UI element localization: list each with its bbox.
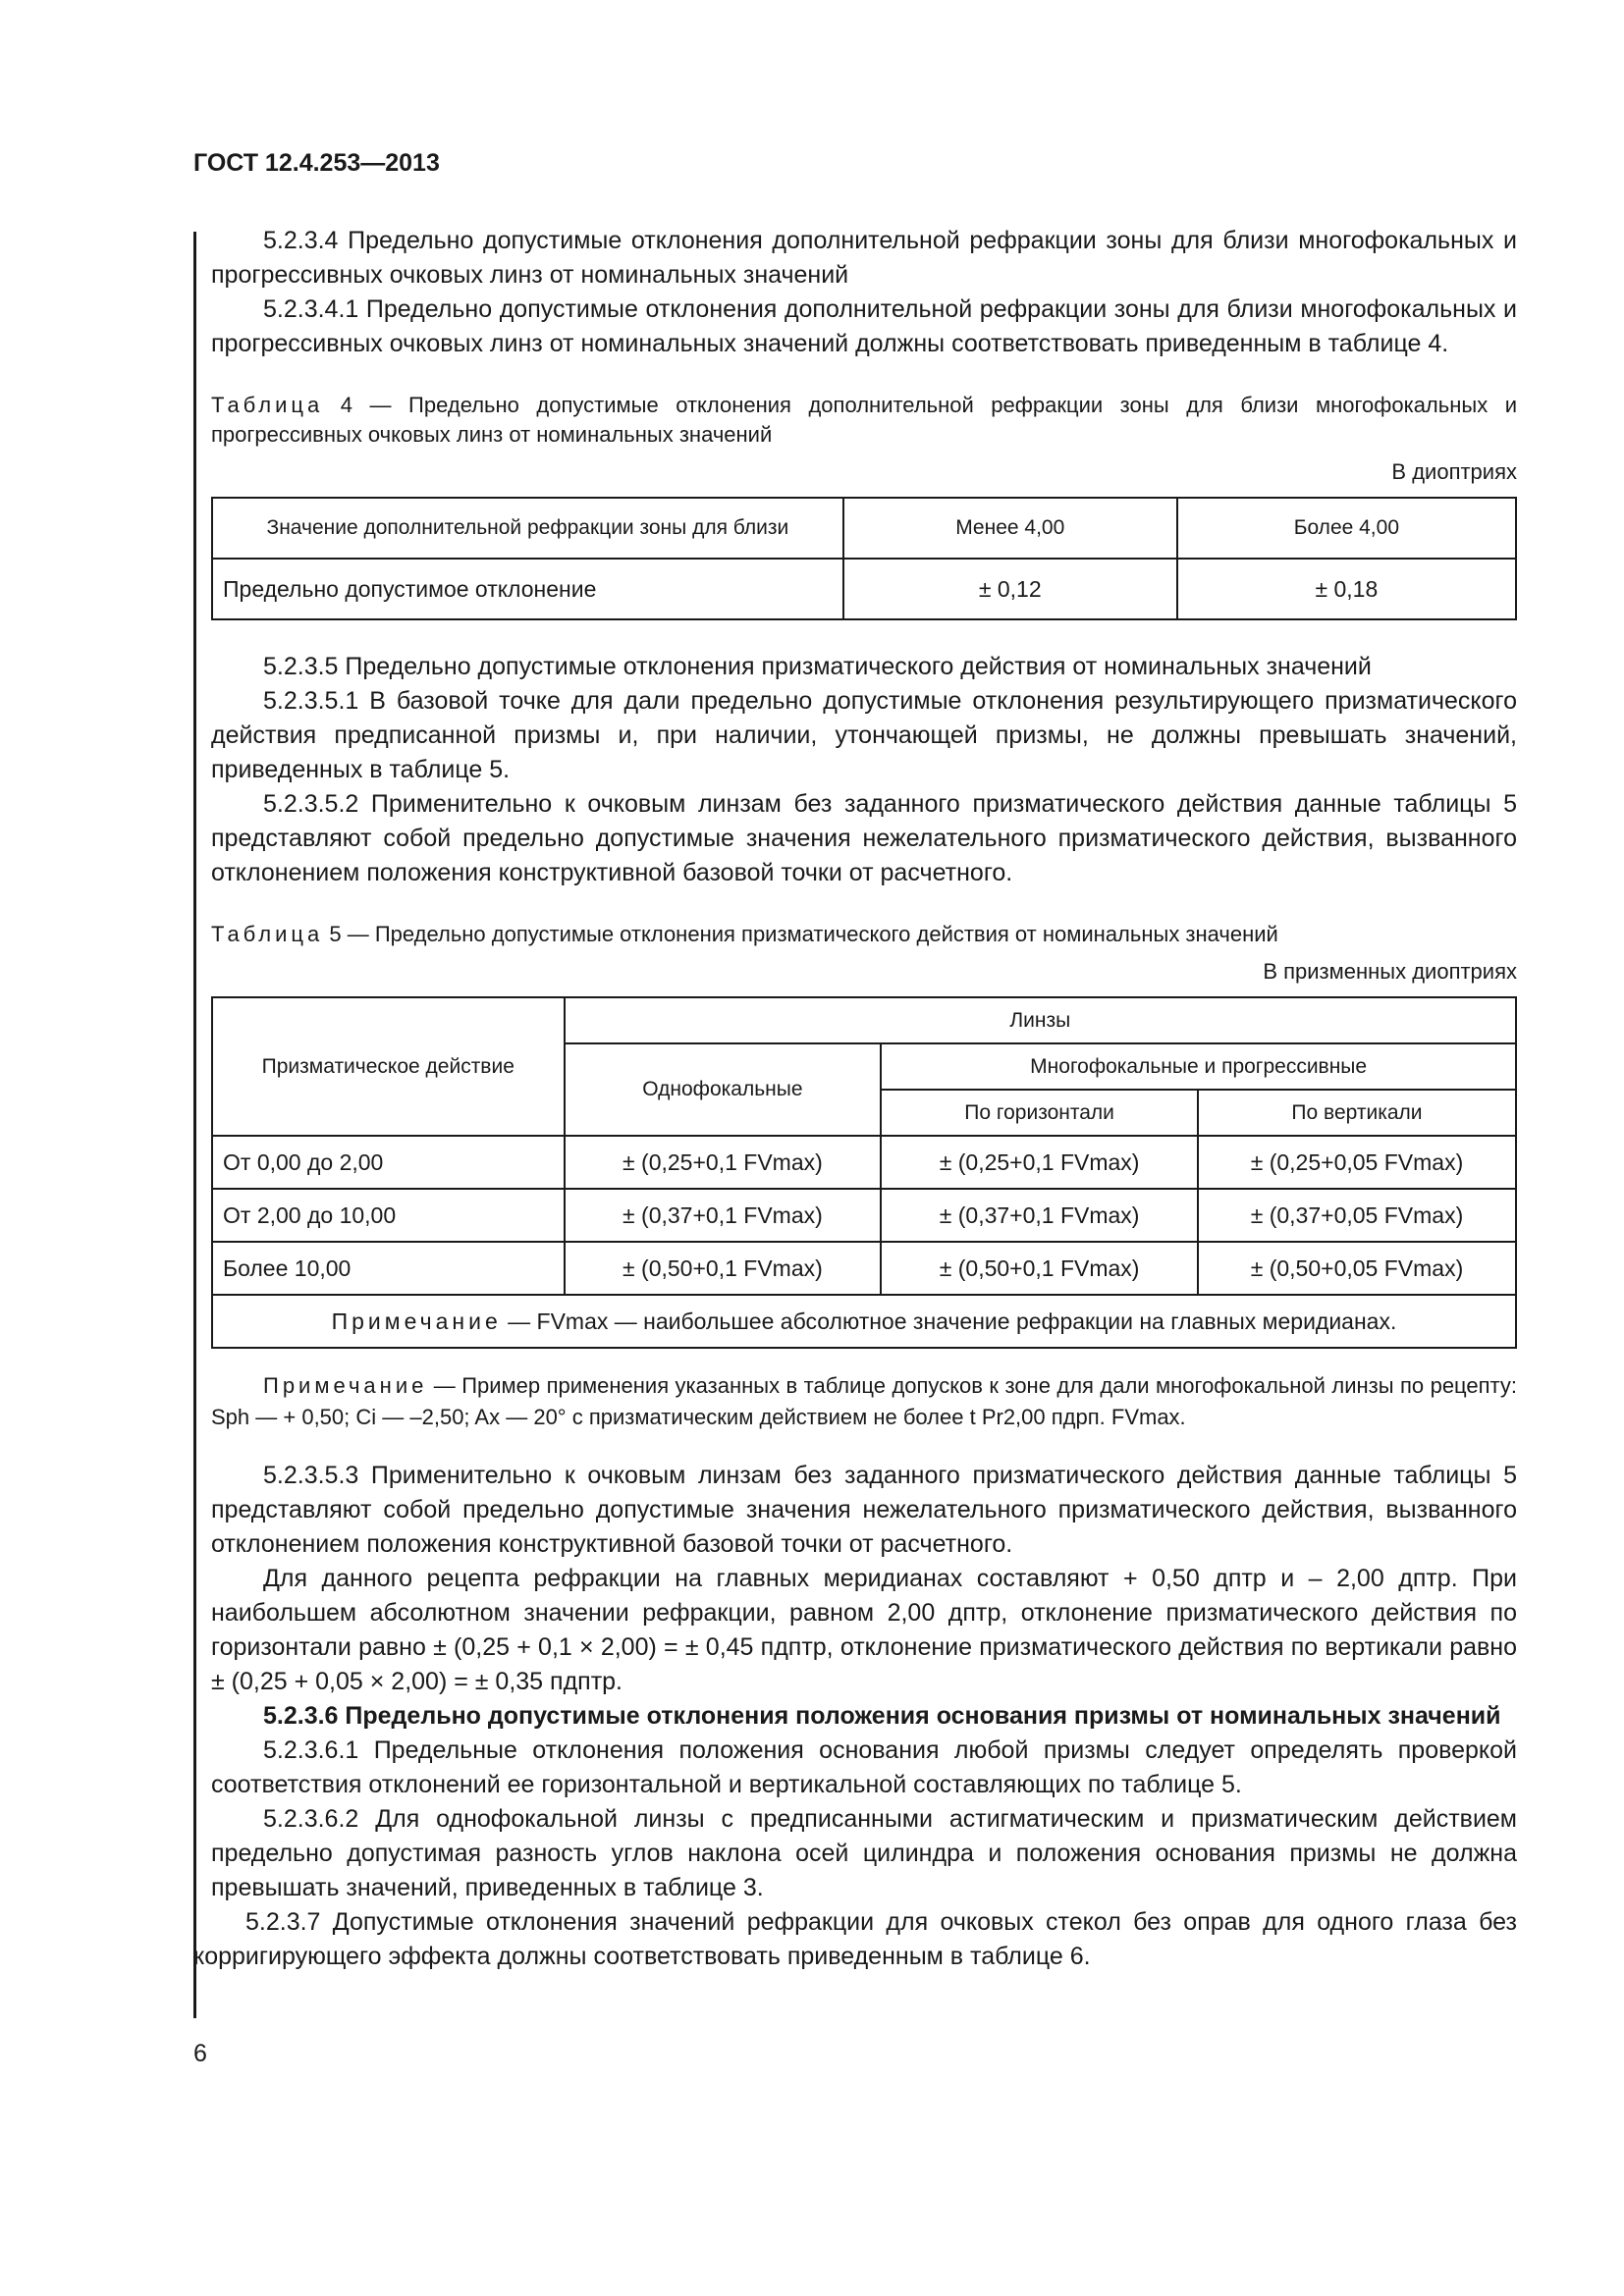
table5-header-vert: По вертикали bbox=[1198, 1090, 1516, 1136]
table4-units: В диоптриях bbox=[1391, 459, 1517, 484]
paragraph-5-2-3-6: 5.2.3.6 Предельно допустимые отклонения положения основания призмы от номинальных значений bbox=[263, 1702, 1501, 1730]
table4-row bbox=[212, 559, 1516, 619]
table4-header-row bbox=[212, 498, 1516, 559]
document-header: ГОСТ 12.4.253—2013 bbox=[193, 149, 440, 177]
table4-caption-label: Таблица bbox=[211, 393, 324, 417]
table5-cell: ± (0,25+0,1 FVmax) bbox=[565, 1136, 882, 1189]
paragraph-5-2-3-4: 5.2.3.4 Предельно допустимые отклонения дополнительной рефракции зоны для близи многофокальных и прогрессивных очковых линз от номинальных значений bbox=[211, 227, 1517, 289]
paragraph-5-2-3-5: 5.2.3.5 Предельно допустимые отклонения призматического действия от номинальных значений bbox=[263, 653, 1372, 680]
paragraph-5-2-3-6-1: 5.2.3.6.1 Предельные отклонения положения основания любой призмы следует определять проверкой соответствия отклонений ее горизонтальной и вертикальной составляющих по таблице 5. bbox=[211, 1736, 1517, 1798]
table5 bbox=[211, 996, 1517, 1349]
table5-cell: ± (0,25+0,1 FVmax) bbox=[881, 1136, 1198, 1189]
paragraph-5-2-3-5-3: 5.2.3.5.3 Применительно к очковым линзам без заданного призматического действия данные таблицы 5 представляют собой предельно допустимые значения нежелательного призматического действия, вызванного отклонением положения конструктивной базовой точки от расчетного. bbox=[211, 1462, 1517, 1558]
table5-cell: От 2,00 до 10,00 bbox=[212, 1189, 565, 1242]
table5-header-multi: Многофокальные и прогрессивные bbox=[881, 1043, 1516, 1090]
table5-header-lenses: Линзы bbox=[565, 997, 1516, 1043]
paragraph-5-2-3-6-2: 5.2.3.6.2 Для однофокальной линзы с предписанными астигматическим и призматическим действием предельно допустимая разность углов наклона осей цилиндра и положения основания призмы не должна превышать значений, приведенных в таблице 3. bbox=[211, 1805, 1517, 1901]
paragraph-5-2-3-4-1: 5.2.3.4.1 Предельно допустимые отклонения дополнительной рефракции зоны для близи многофокальных и прогрессивных очковых линз от номинальных значений должны соответствовать приведенным в таблице 4. bbox=[211, 295, 1517, 357]
table4-cell: Предельно допустимое отклонение bbox=[212, 559, 843, 619]
table5-header-prism: Призматическое действие bbox=[212, 997, 565, 1136]
table5-cell: Более 10,00 bbox=[212, 1242, 565, 1295]
table5-caption-label: Таблица bbox=[211, 922, 324, 946]
table4 bbox=[211, 497, 1517, 620]
paragraph-recipe-example: Для данного рецепта рефракции на главных меридианах составляют + 0,50 дптр и – 2,00 дптр. При наибольшем абсолютном значении рефракции, равном 2,00 дптр, отклонение призматического действия по горизонтали равно ± (0,25 + 0,1 × 2,00) = ± 0,45 пдптр, отклонение призматического действия по вертикали равно ± (0,25 + 0,05 × 2,00) = ± 0,35 пдптр. bbox=[211, 1565, 1517, 1695]
table5-caption-text: 5 — Предельно допустимые отклонения призматического действия от номинальных значений bbox=[323, 922, 1278, 946]
table5-header-horiz: По горизонтали bbox=[881, 1090, 1198, 1136]
paragraph-5-2-3-5-2: 5.2.3.5.2 Применительно к очковым линзам без заданного призматического действия данные таблицы 5 представляют собой предельно допустимые значения нежелательного призматического действия, вызванного отклонением положения конструктивной базовой точки от расчетного. bbox=[211, 790, 1517, 886]
table5-row bbox=[212, 1189, 1516, 1242]
example-note-label: Примечание bbox=[263, 1373, 428, 1398]
table5-cell: ± (0,50+0,1 FVmax) bbox=[881, 1242, 1198, 1295]
table5-units: В призменных диоптриях bbox=[1263, 959, 1517, 984]
change-margin-bar bbox=[193, 232, 196, 2018]
table5-note-row bbox=[212, 1295, 1516, 1348]
paragraph-5-2-3-7: 5.2.3.7 Допустимые отклонения значений рефракции для очковых стекол без оправ для одного глаза без корригирующего эффекта должны соответствовать приведенным в таблице 6. bbox=[193, 1908, 1517, 1970]
table4-caption bbox=[211, 391, 1517, 450]
table4-cell: ± 0,18 bbox=[1177, 559, 1516, 619]
table5-cell: ± (0,37+0,1 FVmax) bbox=[881, 1189, 1198, 1242]
table5-row bbox=[212, 1242, 1516, 1295]
table4-header-cell: Значение дополнительной рефракции зоны для близи bbox=[212, 498, 843, 559]
table5-note bbox=[212, 1295, 1516, 1348]
table4-header-cell: Менее 4,00 bbox=[843, 498, 1177, 559]
page-number: 6 bbox=[193, 2040, 207, 2067]
table5-header-single: Однофокальные bbox=[565, 1043, 882, 1136]
content-flow bbox=[193, 224, 1517, 1974]
table5-cell: ± (0,50+0,1 FVmax) bbox=[565, 1242, 882, 1295]
table5-cell: ± (0,50+0,05 FVmax) bbox=[1198, 1242, 1516, 1295]
paragraph-5-2-3-5-1: 5.2.3.5.1 В базовой точке для дали предельно допустимые отклонения результирующего призматического действия предписанной призмы и, при наличии, утончающей призмы, не должны превышать значений, приведенных в таблице 5. bbox=[211, 687, 1517, 783]
table5-cell: ± (0,37+0,05 FVmax) bbox=[1198, 1189, 1516, 1242]
example-note bbox=[211, 1370, 1517, 1433]
table5-cell: ± (0,37+0,1 FVmax) bbox=[565, 1189, 882, 1242]
table4-cell: ± 0,12 bbox=[843, 559, 1177, 619]
table4-caption-text: 4 — Предельно допустимые отклонения дополнительной рефракции зоны для близи многофокальных и прогрессивных очковых линз от номинальных значений bbox=[211, 393, 1517, 447]
table5-cell: ± (0,25+0,05 FVmax) bbox=[1198, 1136, 1516, 1189]
table5-note-text: — FVmax — наибольшее абсолютное значение рефракции на главных меридианах. bbox=[501, 1308, 1397, 1334]
table5-cell: От 0,00 до 2,00 bbox=[212, 1136, 565, 1189]
table5-header-row bbox=[212, 997, 1516, 1043]
example-note-text: — Пример применения указанных в таблице допусков к зоне для дали многофокальной линзы по рецепту: Sph — + 0,50; Ci — –2,50; Ax — 20° с призматическим действием не более t Pr2,00 пдрп. FVmax. bbox=[211, 1373, 1517, 1429]
table5-note-label: Примечание bbox=[331, 1308, 502, 1334]
table4-header-cell: Более 4,00 bbox=[1177, 498, 1516, 559]
table5-row bbox=[212, 1136, 1516, 1189]
table5-caption bbox=[211, 920, 1517, 949]
